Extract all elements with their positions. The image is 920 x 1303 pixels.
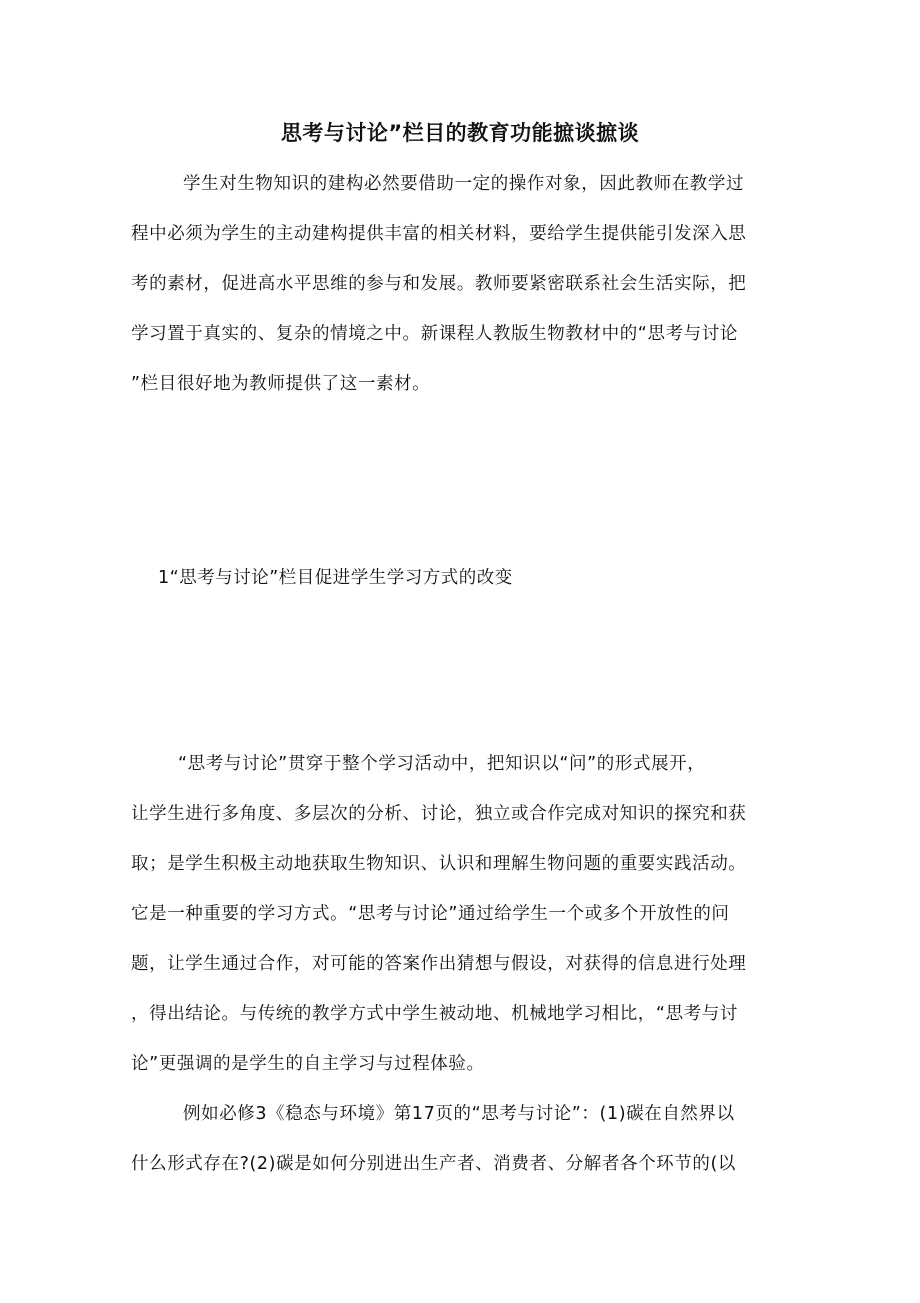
paragraph2-line-1: “思考与讨论”贯穿于整个学习活动中，把知识以“问”的形式展开， <box>178 754 706 774</box>
paragraph2-line-5: 题，让学生通过合作，对可能的答案作出猜想与假设，对获得的信息进行处理 <box>131 954 747 974</box>
paragraph2-line-2: 让学生进行多角度、多层次的分析、讨论，独立或合作完成对知识的探究和获 <box>131 804 747 824</box>
intro-line-1: 学生对生物知识的建构必然要借助一定的操作对象，因此教师在教学过 <box>183 174 745 194</box>
intro-line-2: 程中必须为学生的主动建构提供丰富的相关材料，要给学生提供能引发深入思 <box>131 224 747 244</box>
paragraph2-line-7: 论”更强调的是学生的自主学习与过程体验。 <box>131 1054 485 1074</box>
paragraph3-line-1: 例如必修3《稳态与环境》第17页的“思考与讨论”：(1)碳在自然界以 <box>183 1104 735 1124</box>
paragraph3-line-2: 什么形式存在?(2)碳是如何分别进出生产者、消费者、分解者各个环节的(以 <box>131 1154 737 1174</box>
paragraph2-line-3: 取；是学生积极主动地获取生物知识、认识和理解生物问题的重要实践活动。 <box>131 854 747 874</box>
document-title: 思考与讨论”栏目的教育功能摭谈摭谈 <box>280 121 640 145</box>
paragraph2-line-6: ，得出结论。与传统的教学方式中学生被动地、机械地学习相比，“思考与讨 <box>131 1004 738 1024</box>
section-heading-1: 1“思考与讨论”栏目促进学生学习方式的改变 <box>158 568 513 588</box>
intro-line-4: 学习置于真实的、复杂的情境之中。新课程人教版生物教材中的“思考与讨论 <box>131 324 738 344</box>
intro-line-5: ”栏目很好地为教师提供了这一素材。 <box>131 374 431 394</box>
intro-line-3: 考的素材，促进高水平思维的参与和发展。教师要紧密联系社会生活实际，把 <box>131 274 747 294</box>
paragraph2-line-4: 它是一种重要的学习方式。“思考与讨论”通过给学生一个或多个开放性的问 <box>131 904 730 924</box>
